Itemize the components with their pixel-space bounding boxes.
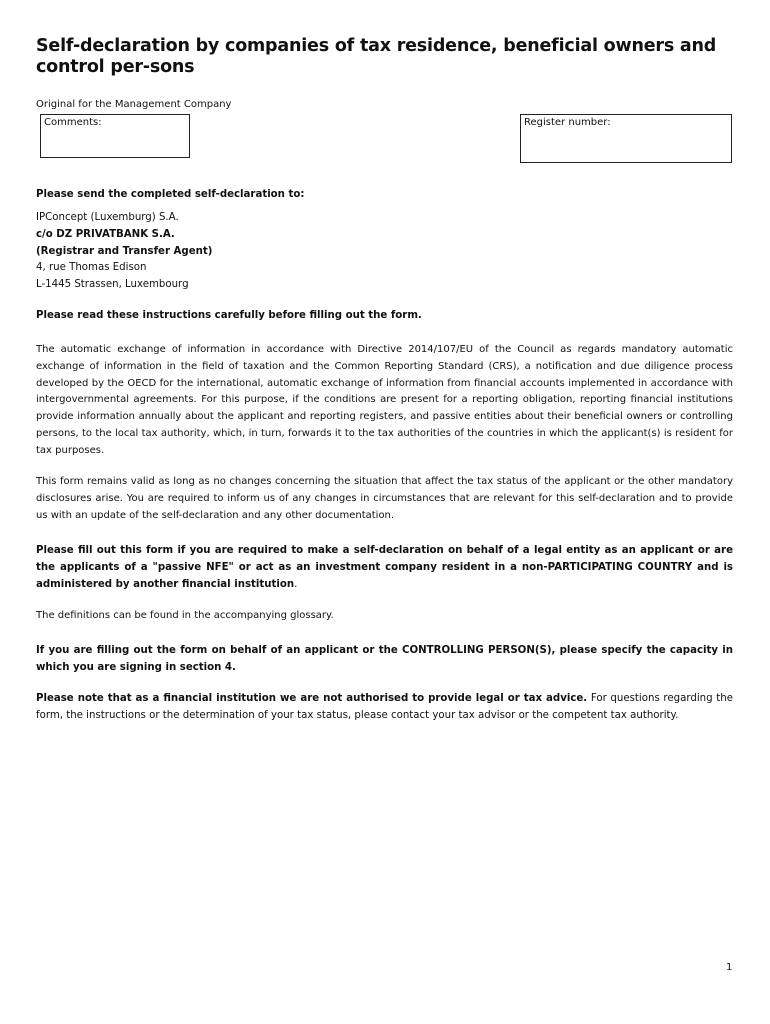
address-block xyxy=(36,210,212,294)
paragraph-capacity: If you are filling out the form on behalf of an applicant or the CONTROLLING PERSON(S), please specify the capacity in which you are signing in section 4. xyxy=(36,645,733,673)
address-line-4: 4, rue Thomas Edison xyxy=(36,262,147,274)
send-heading: Please send the completed self-declaration to: xyxy=(36,189,305,200)
original-for-label: Original for the Management Company xyxy=(36,99,232,110)
register-number-field[interactable] xyxy=(520,114,732,163)
paragraph-definitions: The definitions can be found in the accompanying glossary. xyxy=(36,610,334,621)
paragraph-advice xyxy=(36,691,733,725)
page-title: Self-declaration by companies of tax residence, beneficial owners and control per-sons xyxy=(36,36,717,77)
comments-label: Comments: xyxy=(44,117,102,128)
paragraph-fill-out-end: . xyxy=(294,579,298,590)
page-number: 1 xyxy=(726,962,733,973)
paragraph-advice-bold: Please note that as a financial institution we are not authorised to provide legal or tax advice. xyxy=(36,693,588,704)
address-line-5: L-1445 Strassen, Luxembourg xyxy=(36,279,189,291)
address-line-2: c/o DZ PRIVATBANK S.A. xyxy=(36,228,175,240)
paragraph-validity: This form remains valid as long as no changes concerning the situation that affect the tax status of the applicant or the other mandatory disclosures arise. You are required to inform us of any changes in circumstances that are relevant for this self-declaration and to provide us with an update of the self-declaration and any other documentation. xyxy=(36,476,733,521)
paragraph-aeoi: The automatic exchange of information in accordance with Directive 2014/107/EU of the Council as regards mandatory automatic exchange of information in the field of taxation and the Common Reporting Standard (CRS), a notification and due diligence process developed by the OECD for the international, automatic exchange of information from financial accounts implemented in accordance with intergovernmental agreements. For this purpose, if the conditions are present for a reporting obligation, reporting financial institutions provide information annually about the applicant and reporting registers, and passive entities about their beneficial owners or controlling persons, to the local tax authority, which, in turn, forwards it to the tax authorities of the countries in which the applicant(s) is resident for tax purposes. xyxy=(36,344,733,456)
paragraph-fill-out-bold: Please fill out this form if you are required to make a self-declaration on behalf of a legal entity as an applicant or are the applicants of a "passive NFE" or act as an investment company resident in a non-PARTICIPATING COUNTRY and is administered by another financial institution xyxy=(36,545,733,590)
address-line-1: IPConcept (Luxemburg) S.A. xyxy=(36,212,179,223)
paragraph-advice-rest: For questions regarding the form, the instructions or the determination of your tax status, please contact your tax advisor or the competent tax authority. xyxy=(36,693,733,721)
address-line-3: (Registrar and Transfer Agent) xyxy=(36,245,213,257)
register-number-label: Register number: xyxy=(524,117,611,128)
paragraph-fill-out xyxy=(36,542,733,593)
read-instructions: Please read these instructions carefully before filling out the form. xyxy=(36,310,422,321)
comments-field[interactable] xyxy=(40,114,190,158)
